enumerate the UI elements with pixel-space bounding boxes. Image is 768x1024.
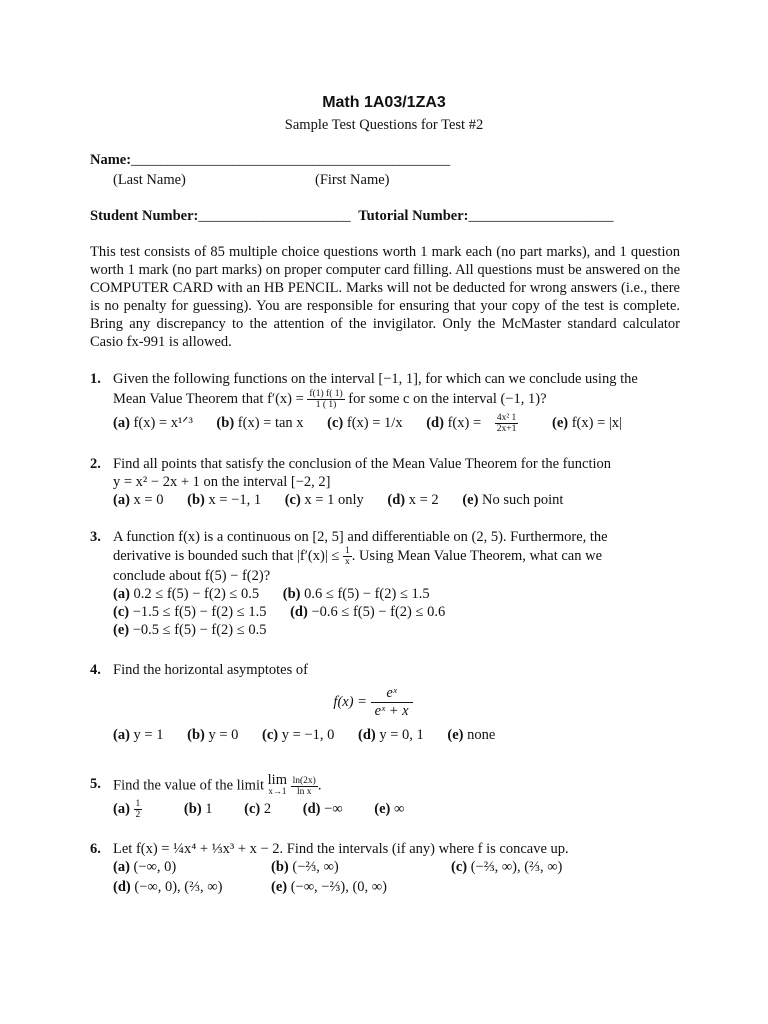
question-number: 2. bbox=[90, 456, 101, 472]
mvt-fraction: $\frac{f(1) f( 1)}{1 ( 1)}$ bbox=[309, 389, 343, 410]
question-text: Given the following functions on the interval [−1, 1], for which can we conclude using the bbox=[113, 371, 638, 387]
instructions-paragraph: This test consists of 85 multiple choice questions worth 1 mark each (no part marks), and 1 question worth 1 mark (no part marks) on proper computer card filling. All questions must be answered on the COMPUTER CARD with an HB PENCIL. Marks will not be deducted for wrong answers (i.e., there is no penalty for guessing). You are responsible for ensuring that your copy of the test is complete. Bring any discrepancy to the attention of the invigilator. Only the McMaster standard calculator Casio fx-991 is allowed. bbox=[90, 244, 680, 350]
question-text-line3: conclude about f(5) − f(2)? bbox=[113, 568, 271, 584]
option-b: (b) 0.6 ≤ f(5) − f(2) ≤ 1.5 bbox=[282, 586, 430, 602]
option-d: (d) y = 0, 1 bbox=[357, 727, 424, 743]
question-number: 3. bbox=[90, 529, 101, 545]
option-c: (c) y = −1, 0 bbox=[262, 727, 335, 743]
question-number: 5. bbox=[90, 776, 101, 792]
option-b: (b) 1 bbox=[183, 800, 213, 817]
answer-options-row2 bbox=[113, 603, 690, 621]
option-b: (b) y = 0 bbox=[187, 727, 239, 743]
option-d: (d) −0.6 ≤ f(5) − f(2) ≤ 0.6 bbox=[290, 604, 446, 620]
answer-options bbox=[113, 491, 690, 509]
student-number-blank: _____________________ bbox=[198, 208, 351, 224]
option-c: (c) (−⅔, ∞), (⅔, ∞) bbox=[451, 859, 563, 875]
option-a: (a) y = 1 bbox=[113, 727, 164, 743]
option-c: (c) x = 1 only bbox=[284, 492, 364, 508]
option-e: (e) No such point bbox=[462, 492, 564, 508]
student-number-label: Student Number: bbox=[90, 208, 199, 224]
option-a: (a) f(x) = x¹ᐟ³ bbox=[113, 414, 193, 431]
question-text: Find all points that satisfy the conclusion of the Mean Value Theorem for the function bbox=[113, 456, 611, 472]
bound-fraction: $\frac{1}{x}$ bbox=[344, 546, 350, 567]
option-b: (b) (−⅔, ∞) bbox=[271, 859, 339, 875]
page-title: Math 1A03/1ZA3 bbox=[322, 94, 446, 111]
answer-options bbox=[113, 413, 690, 434]
answer-options-row3 bbox=[113, 621, 690, 639]
first-name-label: (First Name) bbox=[315, 172, 390, 188]
name-line bbox=[90, 151, 450, 169]
display-equation: f(x) = $\frac{\text{eˣ}}{\text{eˣ + x}}$ bbox=[113, 685, 633, 720]
student-number-line bbox=[90, 207, 613, 225]
option-e: (e) −0.5 ≤ f(5) − f(2) ≤ 0.5 bbox=[113, 622, 267, 638]
option-a: (a) $\frac{1}{2}$ bbox=[113, 799, 141, 820]
option-e: (e) ∞ bbox=[374, 800, 405, 817]
option-d: (d) (−∞, 0), (⅔, ∞) bbox=[113, 879, 223, 895]
tutorial-number-label: Tutorial Number: bbox=[358, 208, 469, 224]
question-text: A function f(x) is a continuous on [2, 5] and differentiable on (2, 5). Furthermore, the bbox=[113, 529, 608, 545]
option-b: (b) x = −1, 1 bbox=[187, 492, 262, 508]
question-text: Find the value of the limit lim x→1 $\frac{\ln(2x)}{\text{ln x}}$ . bbox=[113, 772, 322, 797]
answer-options bbox=[113, 799, 690, 820]
tutorial-number-blank: ____________________ bbox=[468, 208, 614, 224]
question-number: 1. bbox=[90, 371, 101, 387]
page-subtitle: Sample Test Questions for Test #2 bbox=[284, 117, 484, 133]
limit-fraction: $\frac{\ln(2x)}{\text{ln x}}$ bbox=[292, 775, 316, 797]
answer-options bbox=[113, 726, 690, 744]
option-a: (a) (−∞, 0) bbox=[113, 859, 177, 875]
question-text-line2: derivative is bounded such that |f′(x)| ≤ $\frac{1}{x}$ . Using Mean Value Theorem, what can we bbox=[113, 546, 603, 567]
name-label: Name: bbox=[90, 152, 132, 168]
name-blank: ____________________________________________ bbox=[131, 152, 451, 168]
option-e: (e) f(x) = |x| bbox=[551, 414, 622, 431]
question-1 bbox=[90, 370, 690, 434]
question-6 bbox=[90, 840, 690, 900]
option-d: (d) −∞ bbox=[302, 800, 343, 817]
option-e: (e) (−∞, −⅔), (0, ∞) bbox=[271, 879, 387, 895]
last-name-label: (Last Name) bbox=[113, 172, 186, 188]
question-text: Let f(x) = ¼x⁴ + ⅓x³ + x − 2. Find the intervals (if any) where f is concave up. bbox=[113, 841, 569, 857]
question-text-line2: y = x² − 2x + 1 on the interval [−2, 2] bbox=[113, 474, 331, 490]
option-c: (c) 2 bbox=[244, 800, 272, 817]
option-d: (d) f(x) = $\frac{\text{4x² 1}}{2x+1}$ bbox=[426, 413, 517, 434]
option-a: (a) 0.2 ≤ f(5) − f(2) ≤ 0.5 bbox=[113, 586, 260, 602]
option-e: (e) none bbox=[447, 727, 496, 743]
question-number: 6. bbox=[90, 841, 101, 857]
option-d: (d) x = 2 bbox=[387, 492, 439, 508]
answer-options-row1 bbox=[113, 585, 690, 603]
question-2 bbox=[90, 455, 690, 511]
option-c: (c) f(x) = 1/x bbox=[327, 414, 403, 431]
question-text: Find the horizontal asymptotes of bbox=[113, 662, 308, 678]
answer-options bbox=[113, 858, 690, 898]
limit-operator: lim x→1 bbox=[267, 772, 287, 796]
question-4 bbox=[90, 661, 690, 756]
question-5 bbox=[90, 772, 690, 825]
question-3 bbox=[90, 528, 690, 643]
question-number: 4. bbox=[90, 662, 101, 678]
option-a: (a) x = 0 bbox=[113, 492, 164, 508]
option-c: (c) −1.5 ≤ f(5) − f(2) ≤ 1.5 bbox=[113, 604, 267, 620]
question-text-line2: Mean Value Theorem that f′(x) = $\frac{f(1) f( 1)}{1 ( 1)}$ for some c on the interval (−1, 1)? bbox=[113, 389, 547, 410]
option-b: (b) f(x) = tan x bbox=[216, 414, 304, 431]
